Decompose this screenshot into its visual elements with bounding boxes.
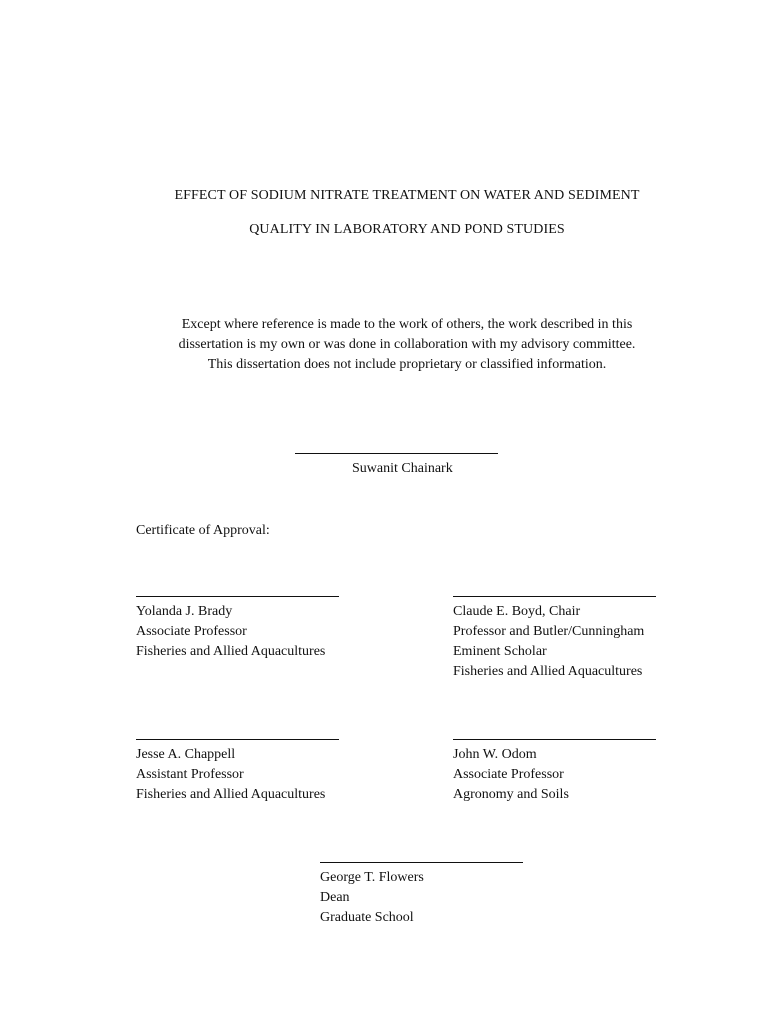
committee-member-name: Yolanda J. Brady [136,604,233,619]
signature-line [453,596,656,597]
committee-member-department: Agronomy and Soils [453,787,569,802]
committee-member-title: Associate Professor [453,767,564,782]
committee-member-title-continued: Eminent Scholar [453,644,547,659]
dean-title: Dean [320,890,350,905]
signature-line [136,596,339,597]
dean-department: Graduate School [320,910,414,925]
committee-member-name: John W. Odom [453,747,537,762]
dean-name: George T. Flowers [320,870,424,885]
committee-member-block [136,745,325,805]
committee-member-department: Fisheries and Allied Aquacultures [136,644,326,659]
originality-statement-line-3: This dissertation does not include proprietary or classified information. [207,357,607,372]
committee-member-block [453,602,644,682]
committee-member-department: Fisheries and Allied Aquacultures [136,787,326,802]
certificate-of-approval-label: Certificate of Approval: [136,523,270,538]
committee-member-department: Fisheries and Allied Aquacultures [453,664,643,679]
originality-statement-line-1: Except where reference is made to the work of others, the work described in this [181,317,633,332]
dean-block [320,868,424,928]
dean-signature-line [320,862,523,863]
signature-line [136,739,339,740]
committee-member-block [136,602,325,662]
committee-member-name: Claude E. Boyd, Chair [453,604,581,619]
committee-member-title: Associate Professor [136,624,247,639]
originality-statement-line-2: dissertation is my own or was done in collaboration with my advisory committee. [178,337,636,352]
signature-line [453,739,656,740]
committee-member-name: Jesse A. Chappell [136,747,236,762]
author-signature-line [295,453,498,454]
dissertation-title-line-2: QUALITY IN LABORATORY AND POND STUDIES [249,222,565,237]
committee-member-title: Professor and Butler/Cunningham [453,624,645,639]
committee-member-title: Assistant Professor [136,767,244,782]
author-name: Suwanit Chainark [352,461,453,476]
committee-member-block [453,745,569,805]
dissertation-title-line-1: EFFECT OF SODIUM NITRATE TREATMENT ON WATER AND SEDIMENT [174,188,640,203]
